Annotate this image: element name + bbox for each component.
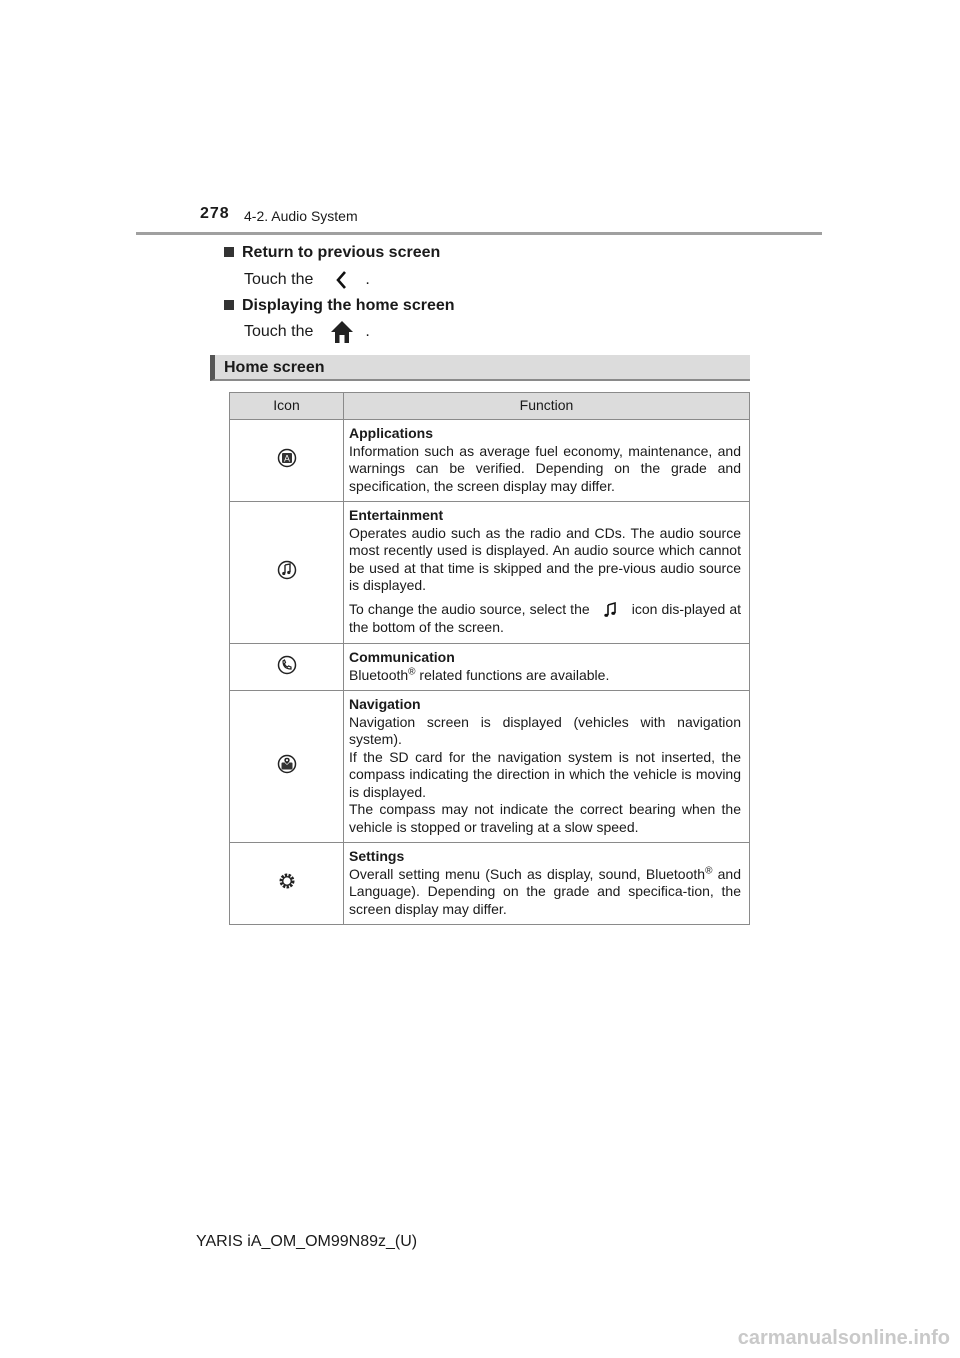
table-row (230, 691, 750, 843)
home-icon (329, 320, 355, 344)
function-description: Information such as average fuel economy, maintenance, and warnings can be verified. Depending on the grade and specification, the screen display may differ. (349, 442, 741, 494)
function-title: Communication (349, 649, 455, 665)
bullet-square-icon (224, 300, 234, 310)
bullet-square-icon (224, 247, 234, 257)
return-instruction: Touch the . (244, 268, 370, 292)
function-description: If the SD card for the navigation system is not inserted, the compass indicating the direction in which the vehicle is moving is displayed. (349, 748, 741, 800)
phone-icon (277, 655, 297, 675)
home-heading: Displaying the home screen (224, 297, 455, 315)
column-header-icon: Icon (230, 393, 344, 420)
table-row (230, 420, 750, 502)
chevron-left-icon (329, 268, 355, 292)
watermark: carmanualsonline.info (737, 1327, 950, 1349)
music-note-icon (277, 560, 297, 580)
applications-icon (277, 448, 297, 468)
column-header-function: Function (344, 393, 750, 420)
function-description: Operates audio such as the radio and CDs. The audio source most recently used is displayed. An audio source which cannot be used at that time is skipped and the pre-vious audio source is displayed. (349, 524, 741, 594)
music-note-icon (594, 601, 628, 619)
table-row (230, 502, 750, 644)
table-header-row (230, 393, 750, 420)
function-description: The compass may not indicate the correct bearing when the vehicle is stopped or traveling at a slow speed. (349, 801, 741, 835)
home-instruction: Touch the . (244, 320, 370, 344)
page-number: 278 (200, 205, 230, 222)
function-description: Navigation screen is displayed (vehicles with navigation system). (349, 713, 741, 747)
function-note: To change the audio source, select the icon dis-played at the bottom of the screen. (349, 600, 742, 636)
return-heading: Return to previous screen (224, 244, 440, 262)
navigation-icon (277, 754, 297, 774)
home-screen-table (229, 392, 750, 925)
footer-model-code: YARIS iA_OM_OM99N89z_(U) (196, 1233, 418, 1250)
function-title: Applications (349, 425, 434, 441)
header-divider (136, 232, 822, 235)
function-description: Overall setting menu (Such as display, sound, Bluetooth® and Language). Depending on the grade and specifica-tion, the screen display may differ. (349, 864, 742, 917)
table-row (230, 644, 750, 691)
section-title: 4-2. Audio System (244, 208, 358, 224)
table-row (230, 843, 750, 925)
function-description: Bluetooth® related functions are available. (349, 665, 610, 683)
svg-text:A: A (283, 453, 290, 464)
gear-icon (277, 871, 297, 891)
function-title: Navigation (349, 696, 421, 712)
home-screen-box-header: Home screen (210, 355, 750, 381)
function-title: Settings (349, 848, 405, 864)
function-title: Entertainment (349, 507, 444, 524)
